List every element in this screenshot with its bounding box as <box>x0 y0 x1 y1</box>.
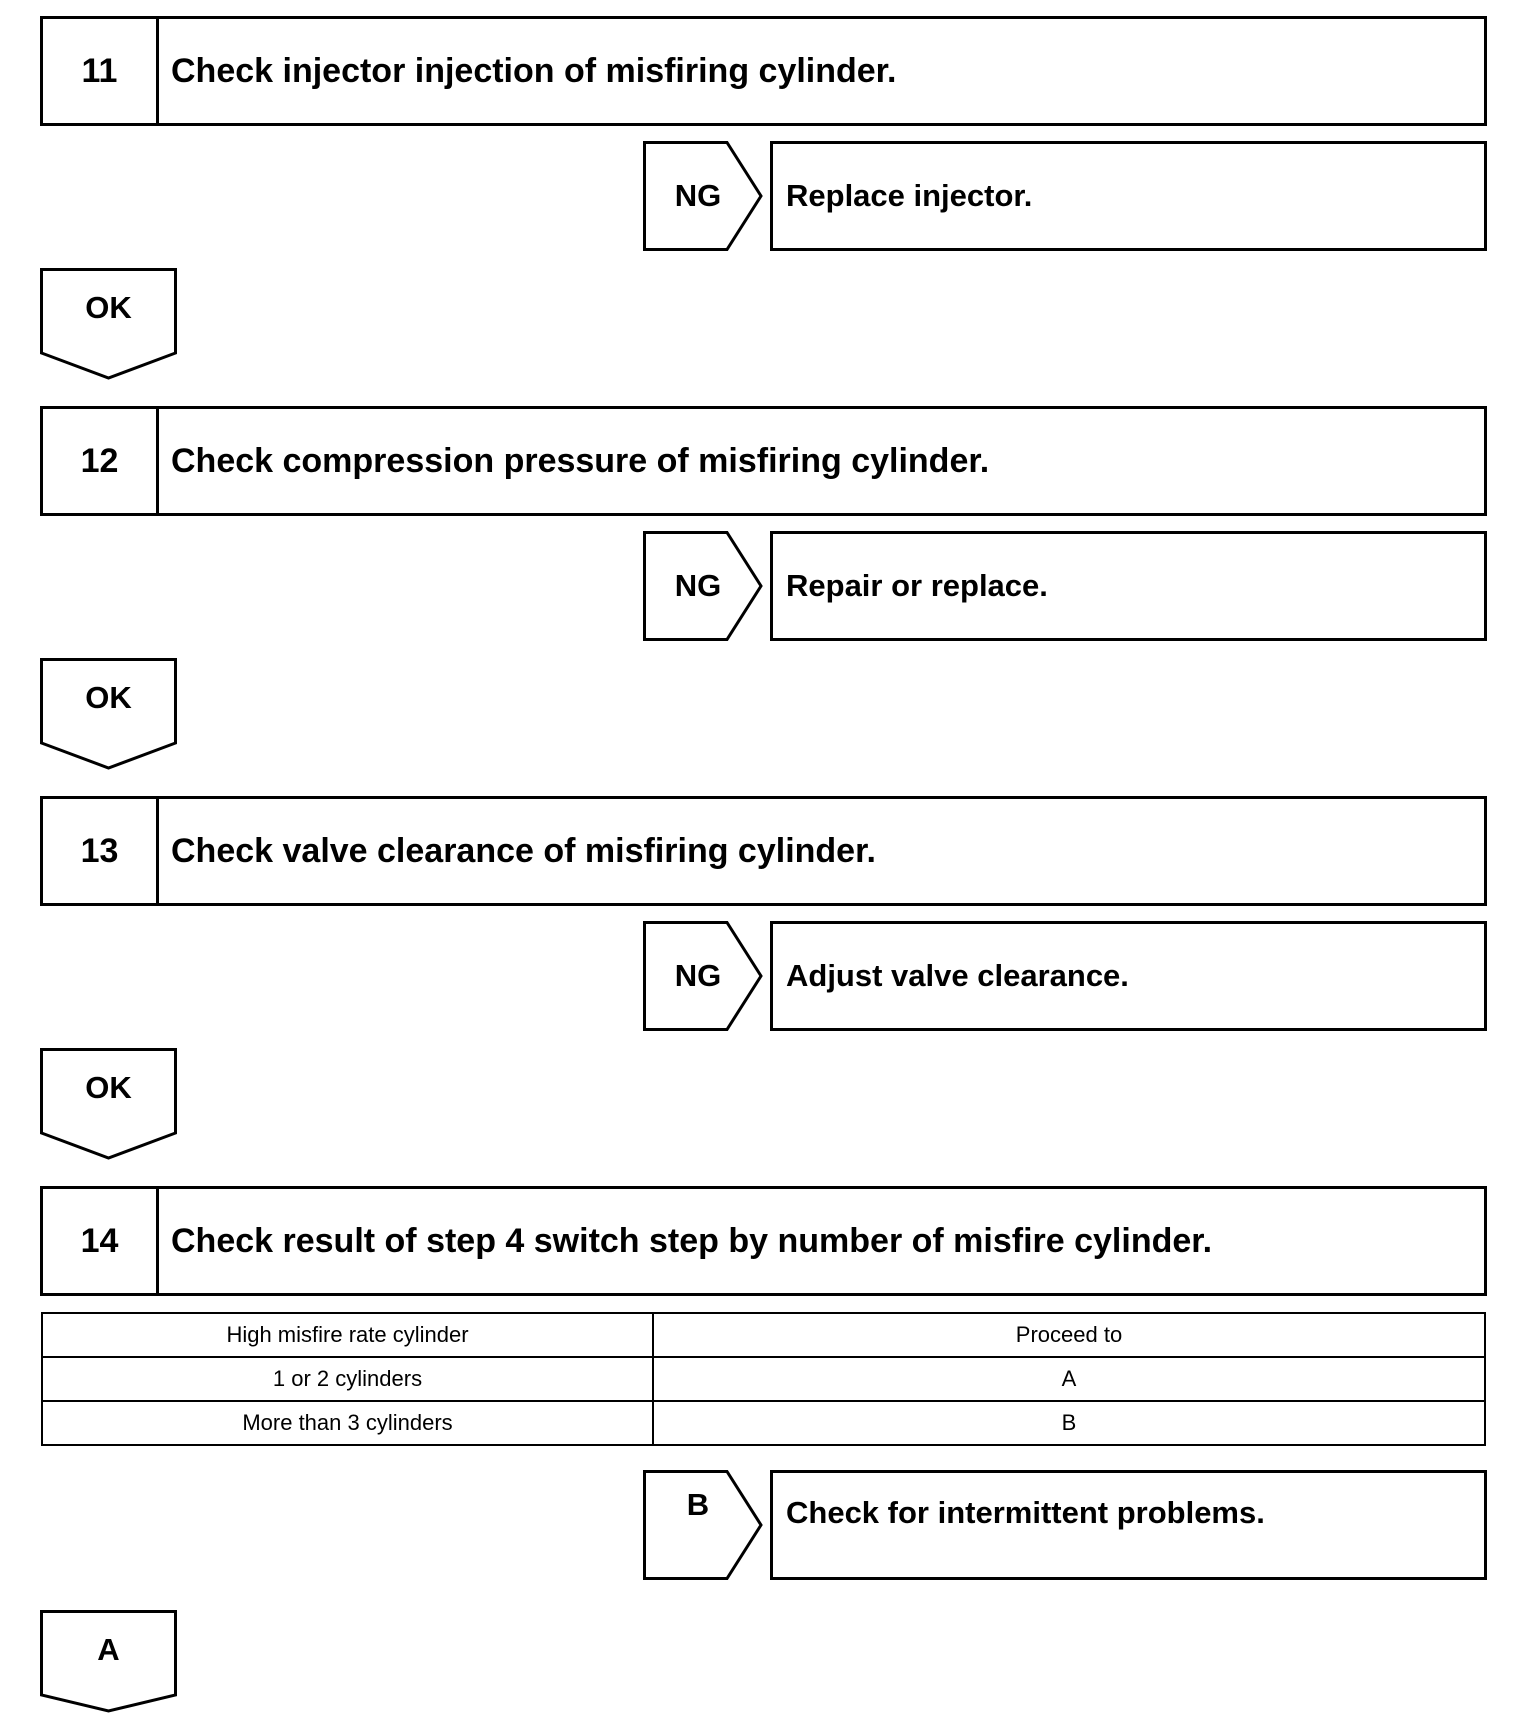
ng-label: NG <box>674 568 722 603</box>
ng-label: NG <box>674 958 722 993</box>
ok-label: OK <box>85 290 132 325</box>
step-description: Check injector injection of misfiring cylinder. <box>171 51 897 90</box>
step-number: 13 <box>43 799 159 903</box>
column-header: Proceed to <box>653 1313 1485 1357</box>
branch-b-label: B <box>686 1487 710 1522</box>
step-13-box <box>40 796 1487 906</box>
column-header: High misfire rate cylinder <box>42 1313 653 1357</box>
step-number: 12 <box>43 409 159 513</box>
ok-arrow <box>40 658 177 770</box>
ng-action-box: Replace injector. <box>770 141 1487 251</box>
step-14-box <box>40 1186 1487 1296</box>
step-number: 14 <box>43 1189 159 1293</box>
branch-b-arrow <box>643 1470 763 1580</box>
decision-table <box>41 1312 1486 1446</box>
ok-arrow <box>40 268 177 380</box>
branch-b-action-box: Check for intermittent problems. <box>770 1470 1487 1580</box>
table-row <box>42 1401 1485 1445</box>
ng-arrow <box>643 921 763 1031</box>
step-12-box <box>40 406 1487 516</box>
table-cell: B <box>653 1401 1485 1445</box>
table-row <box>42 1357 1485 1401</box>
table-cell: A <box>653 1357 1485 1401</box>
ng-arrow <box>643 141 763 251</box>
table-cell: More than 3 cylinders <box>42 1401 653 1445</box>
ok-arrow <box>40 1048 177 1160</box>
ok-label: OK <box>85 1070 132 1105</box>
step-description: Check result of step 4 switch step by number of misfire cylinder. <box>171 1221 1213 1260</box>
branch-a-label: A <box>97 1632 120 1667</box>
ng-label: NG <box>674 178 722 213</box>
step-number: 11 <box>43 19 159 123</box>
table-header-row <box>42 1313 1485 1357</box>
step-description: Check valve clearance of misfiring cylinder. <box>171 831 876 870</box>
ng-action-box: Adjust valve clearance. <box>770 921 1487 1031</box>
table-cell: 1 or 2 cylinders <box>42 1357 653 1401</box>
ng-action-box: Repair or replace. <box>770 531 1487 641</box>
step-description: Check compression pressure of misfiring cylinder. <box>171 441 990 480</box>
ok-label: OK <box>85 680 132 715</box>
step-11-box <box>40 16 1487 126</box>
branch-a-arrow <box>40 1610 177 1722</box>
ng-arrow <box>643 531 763 641</box>
